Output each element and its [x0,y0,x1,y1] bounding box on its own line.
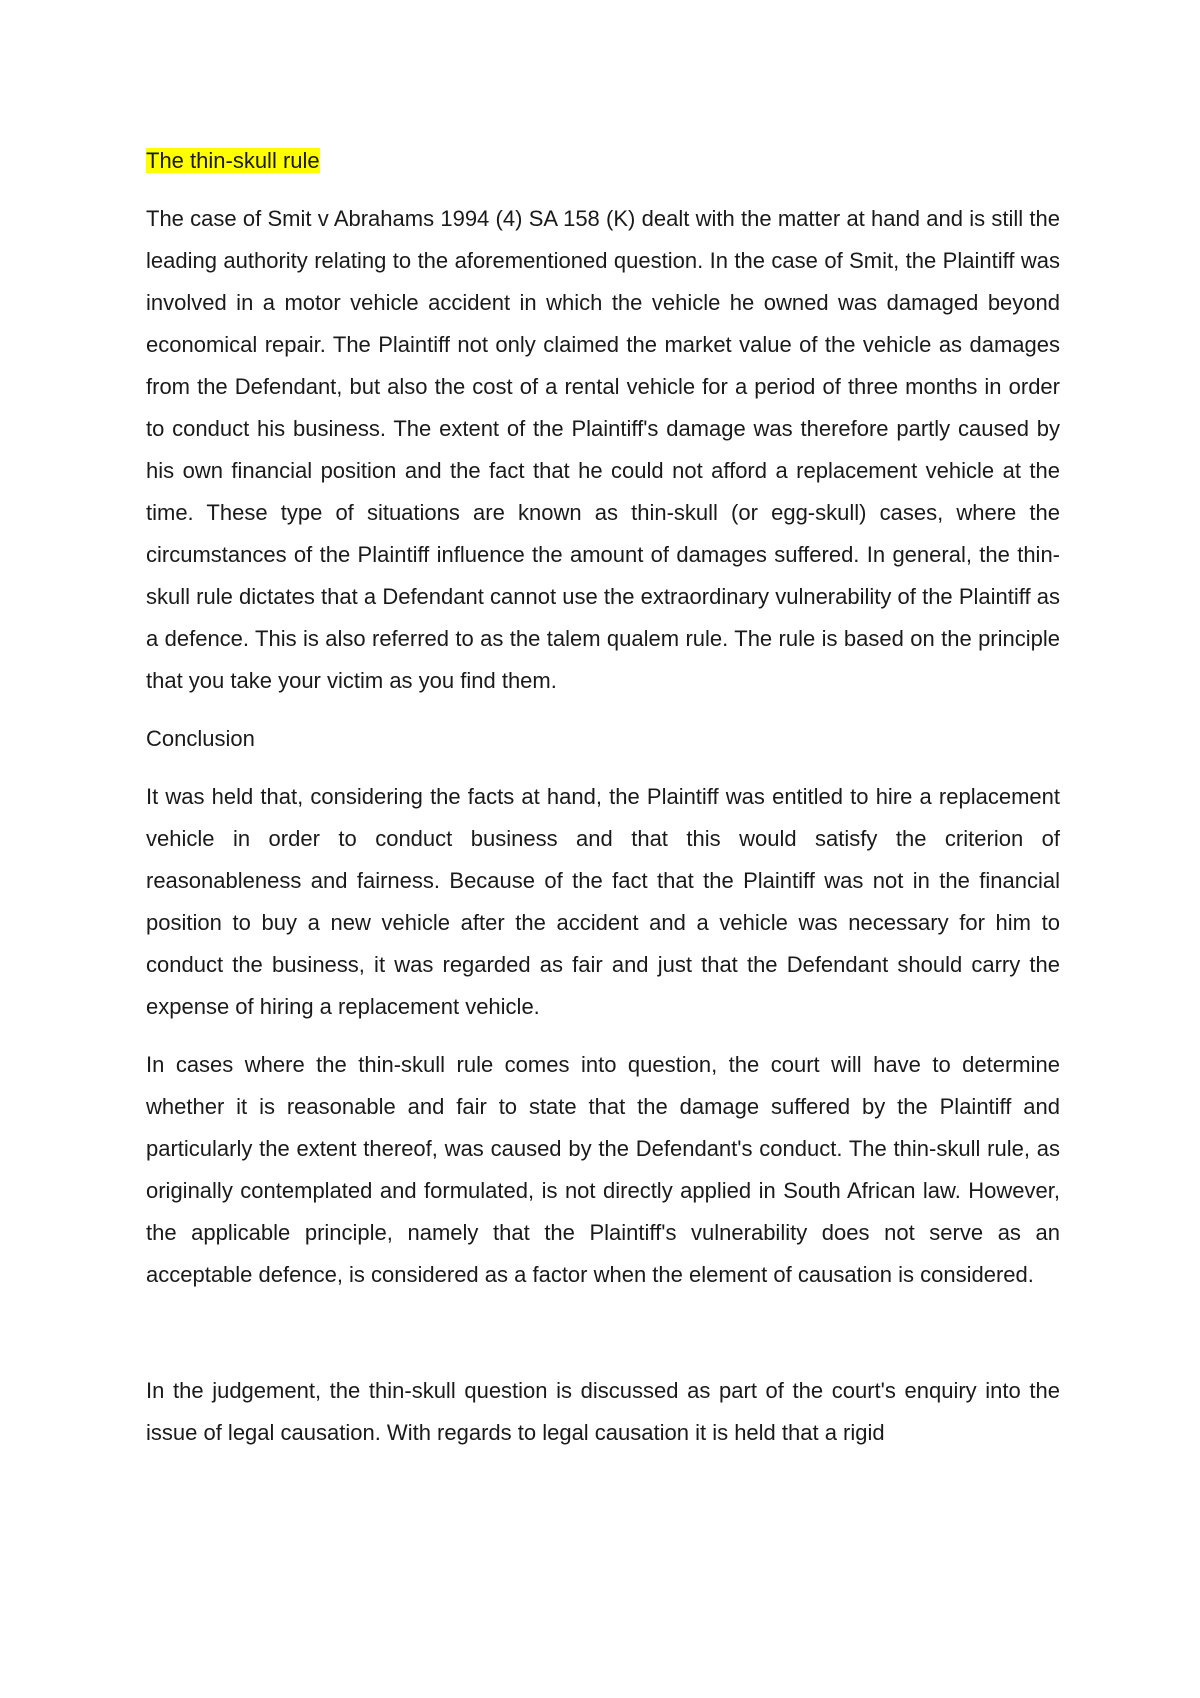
paragraph-judgement: In the judgement, the thin-skull question is discussed as part of the court's enquiry into the issue of legal causation. With regards to legal causation it is held that a rigid [146,1378,1060,1445]
conclusion-heading: Conclusion [146,726,255,751]
document-page [146,140,1060,1470]
paragraph-thin-skull-application: In cases where the thin-skull rule comes into question, the court will have to determine whether it is reasonable and fair to state that the damage suffered by the Plaintiff and particularly the extent thereof, was caused by the Defendant's conduct. The thin-skull rule, as originally contemplated and formulated, is not directly applied in South African law. However, the applicable principle, namely that the Plaintiff's vulnerability does not serve as an acceptable defence, is considered as a factor when the element of causation is considered. [146,1052,1060,1287]
title-highlight: The thin-skull rule [146,148,320,173]
paragraph-case-summary: The case of Smit v Abrahams 1994 (4) SA 158 (K) dealt with the matter at hand and is still the leading authority relating to the aforementioned question. In the case of Smit, the Plaintiff was involved in a motor vehicle accident in which the vehicle he owned was damaged beyond economical repair. The Plaintiff not only claimed the market value of the vehicle as damages from the Defendant, but also the cost of a rental vehicle for a period of three months in order to conduct his business. The extent of the Plaintiff's damage was therefore partly caused by his own financial position and the fact that he could not afford a replacement vehicle at the time. These type of situations are known as thin-skull (or egg-skull) cases, where the circumstances of the Plaintiff influence the amount of damages suffered. In general, the thin-skull rule dictates that a Defendant cannot use the extraordinary vulnerability of the Plaintiff as a defence. This is also referred to as the talem qualem rule. The rule is based on the principle that you take your victim as you find them. [146,206,1060,693]
paragraph-holding: It was held that, considering the facts at hand, the Plaintiff was entitled to hire a replacement vehicle in order to conduct business and that this would satisfy the criterion of reasonableness and fairness. Because of the fact that the Plaintiff was not in the financial position to buy a new vehicle after the accident and a vehicle was necessary for him to conduct the business, it was regarded as fair and just that the Defendant should carry the expense of hiring a replacement vehicle. [146,784,1060,1019]
document-title [146,140,1060,182]
blank-line [146,1312,1060,1370]
